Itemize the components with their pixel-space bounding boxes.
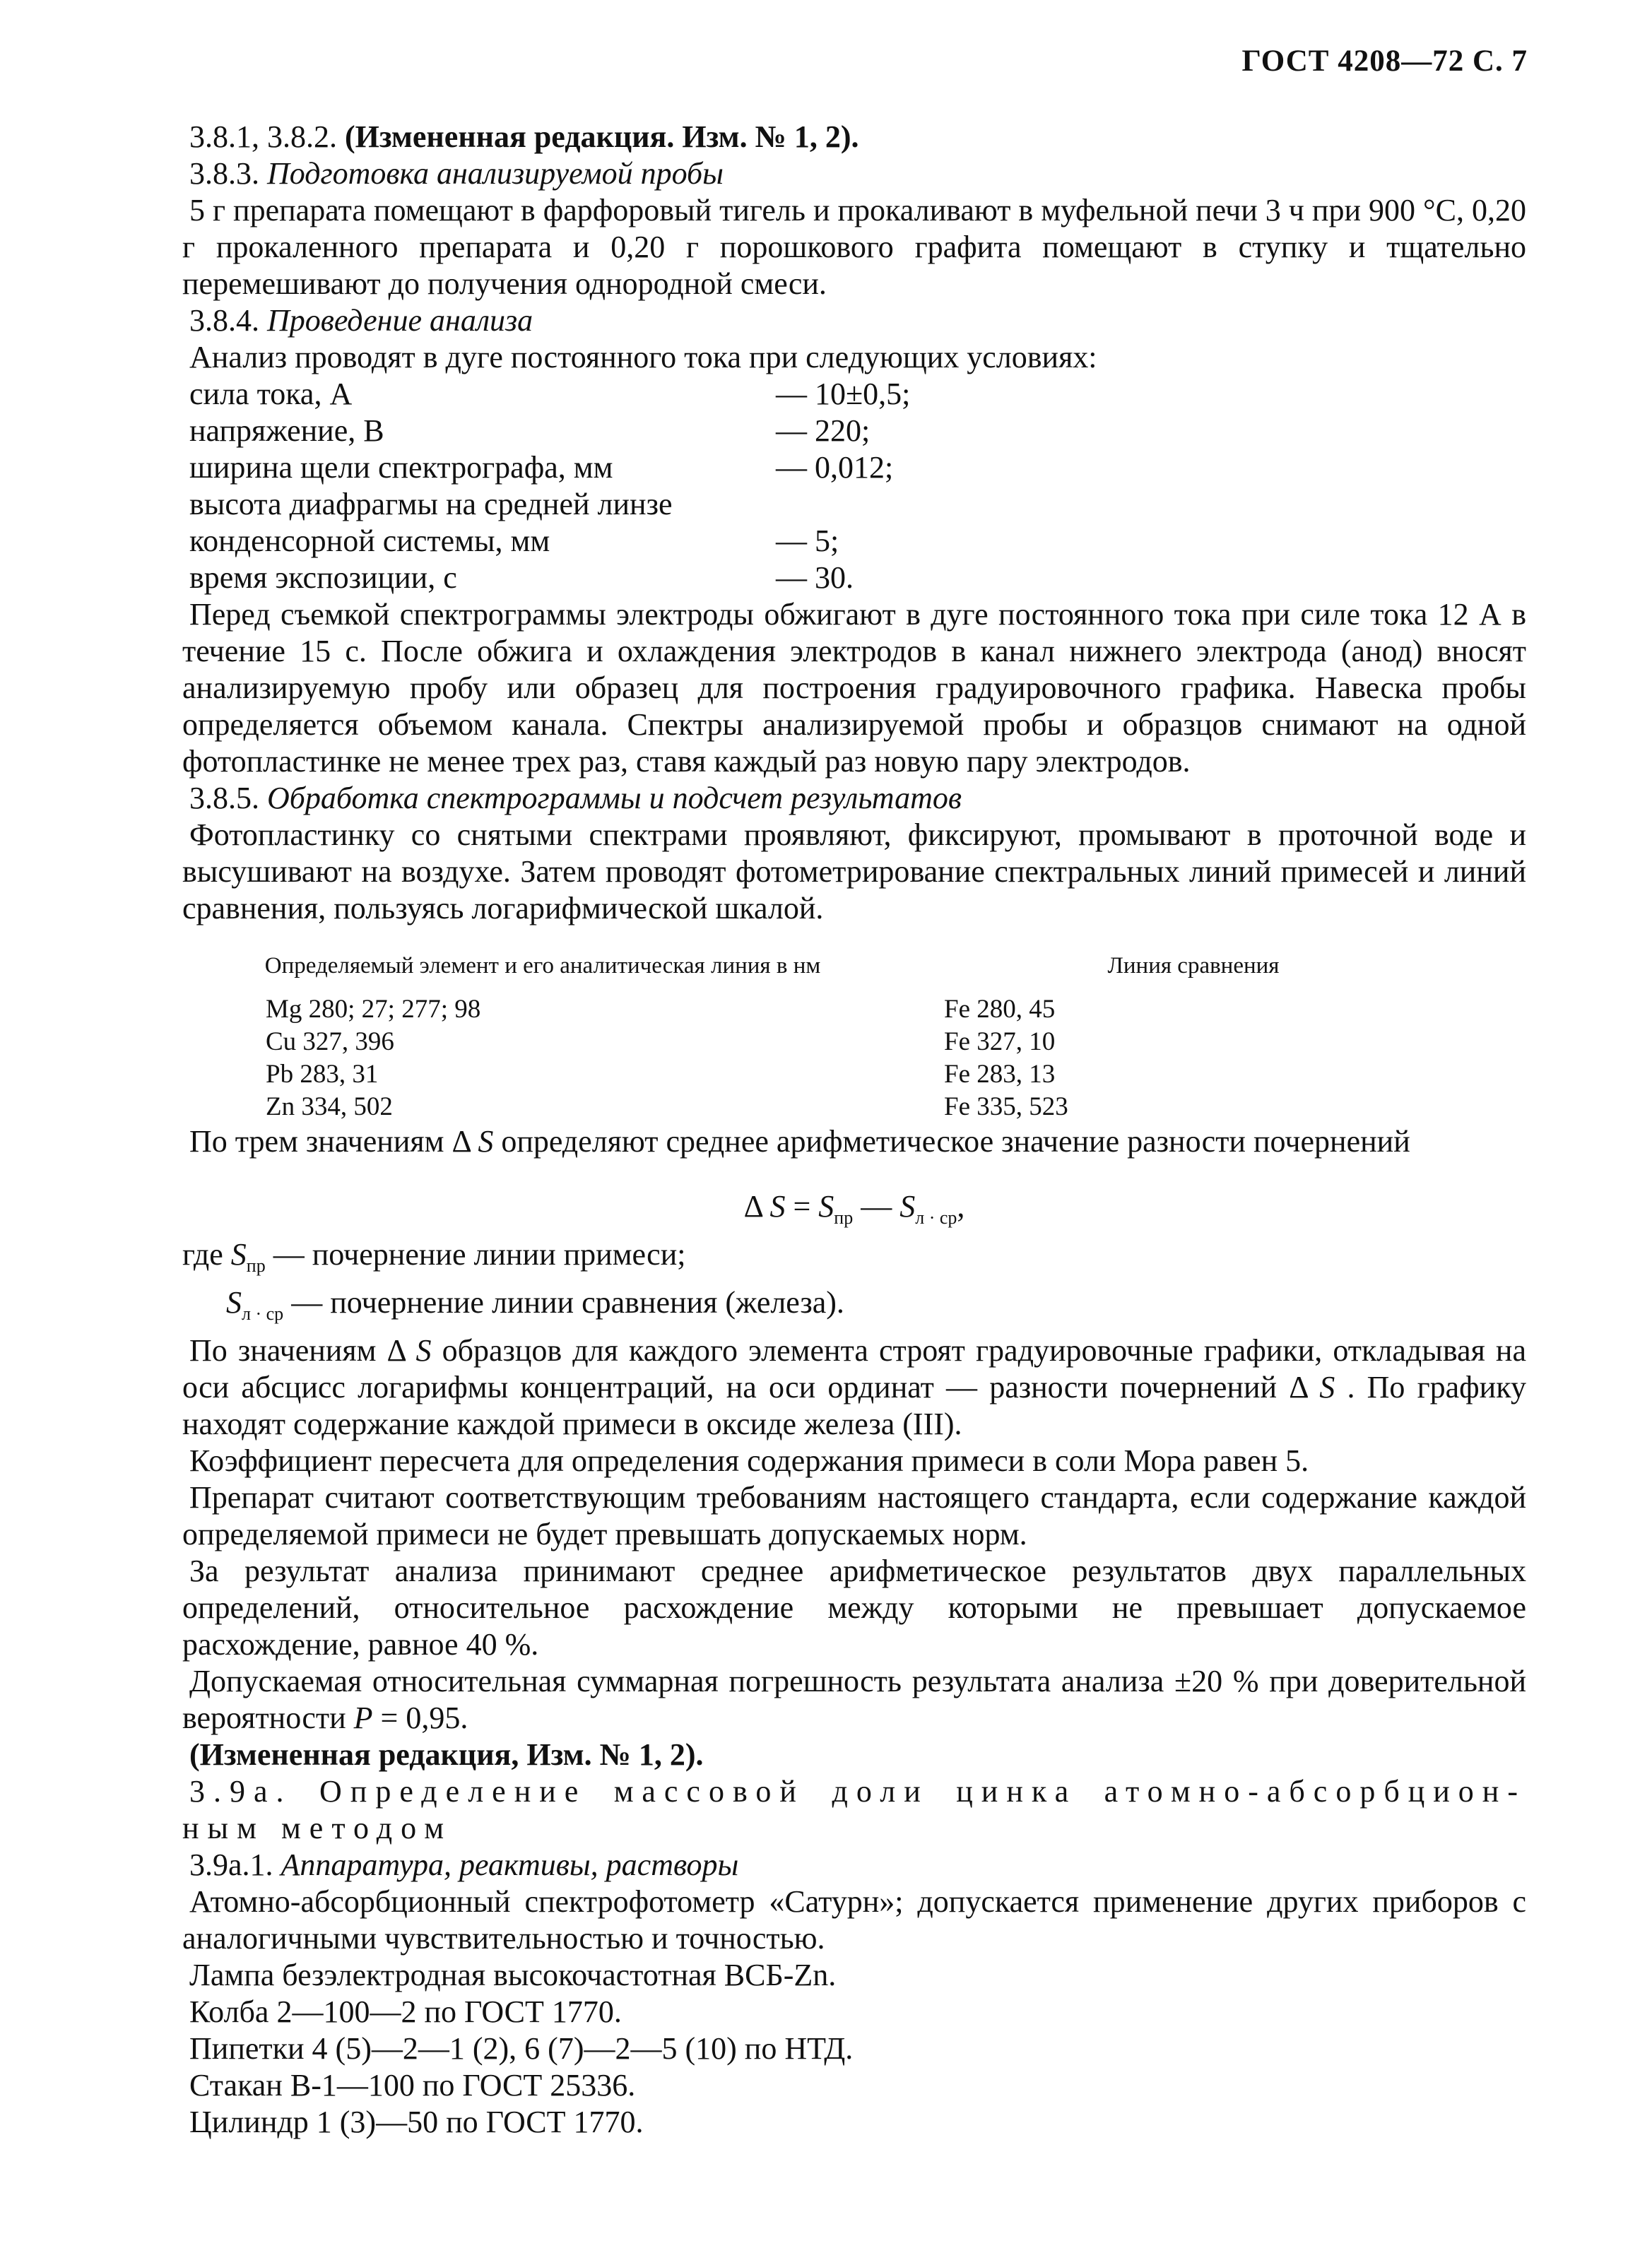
para-error: Допускаемая относительная суммарная погрешность результата анализа ±20 % при доверительной вероятности P = 0,95. — [182, 1664, 1526, 1735]
lines-table-header — [182, 952, 1526, 979]
section-3-8-3-heading: 3.8.3. Подготовка анализируемой пробы — [189, 156, 724, 191]
list-item: Стакан В-1—100 по ГОСТ 25336. — [189, 2068, 636, 2103]
para-analysis-conditions: Анализ проводят в дуге постоянного тока при следующих условиях: — [189, 340, 1097, 374]
section-3-9a-heading-line2: ным методом — [182, 1811, 453, 1845]
formula-where-1: где $S_{пр}$ — почернение линии примеси; — [182, 1237, 686, 1276]
para-electrodes: Перед съемкой спектрограммы электроды обжигают в дуге постоянного тока при силе тока 12 А в течение 15 с. После обжига и охлаждения электродов в канал нижнего электрода (анод) вносят анализируемую пробу или образец для построения градуировочного графика. Навеска пробы определяется объемом канала. Спектры анализируемой пробы и образцов снимают на одной фотопластинке не менее трех раз, ставя каждый раз новую пару электродов. — [182, 597, 1526, 779]
para-photometry: Фотопластинку со снятыми спектрами проявляют, фиксируют, промывают в проточной воде и высушивают на воздухе. Затем проводят фотометрирование спектральных линий примесей и линий сравнения, пользуясь логарифмической шкалой. — [182, 817, 1526, 926]
condition-row: сила тока, А — 10±0,5; — [189, 377, 911, 411]
table-col-element: Определяемый элемент и его аналитическая линия в нм — [264, 953, 821, 978]
list-item: Колба 2—100—2 по ГОСТ 1770. — [189, 1994, 622, 2029]
condition-row: высота диафрагмы на средней линзе — [189, 487, 673, 521]
para-revision-ref: 3.8.1, 3.8.2. (Измененная редакция. Изм. № 1, 2). — [189, 119, 859, 154]
formula-where-2: $S_{л \cdot ср}$ — почернение линии сравнения (железа). — [226, 1285, 844, 1324]
condition-row: ширина щели спектрографа, мм — 0,012; — [189, 450, 894, 485]
formula-delta-s: Δ $S = S_{пр}$ — $S_{л \cdot ср}$, — [743, 1189, 965, 1228]
table-row: Pb 283, 31 Fe 283, 13 — [266, 1060, 1056, 1089]
table-row: Cu 327, 396 Fe 327, 10 — [266, 1027, 1056, 1056]
table-col-reference: Линия сравнения — [1107, 953, 1280, 978]
lines-table — [182, 993, 1526, 1123]
section-3-8-4-heading: 3.8.4. Проведение анализа — [189, 303, 533, 338]
list-item: Пипетки 4 (5)—2—1 (2), 6 (7)—2—5 (10) по НТД. — [189, 2031, 854, 2066]
list-item: Лампа безэлектродная высокочастотная ВСБ-Zn. — [189, 1958, 837, 1992]
para-sample-prep: 5 г препарата помещают в фарфоровый тигель и прокаливают в муфельной печи 3 ч при 900 °С, 0,20 г прокаленного препарата и 0,20 г порошкового графита помещают в ступку и тщательно перемешивают до получения однородной смеси. — [182, 193, 1526, 301]
para-apparatus: Атомно-абсорбционный спектрофотометр «Сатурн»; допускается применение других приборов с аналогичными чувствительностью и точностью. — [182, 1884, 1526, 1956]
condition-row: напряжение, В — 220; — [189, 413, 871, 448]
para-average: По трем значениям Δ S определяют среднее арифметическое значение разности почернений — [189, 1124, 1410, 1159]
para-compliance: Препарат считают соответствующим требованиям настоящего стандарта, если содержание каждой определяемой примеси не будет превышать допускаемых норм. — [182, 1480, 1526, 1551]
condition-row: время экспозиции, с — 30. — [189, 560, 854, 595]
page-header: ГОСТ 4208—72 С. 7 — [1241, 45, 1528, 78]
section-3-8-5-heading: 3.8.5. Обработка спектрограммы и подсчет результатов — [189, 781, 962, 815]
section-3-9a-1-heading: 3.9а.1. Аппаратура, реактивы, растворы — [189, 1847, 739, 1882]
condition-row: конденсорной системы, мм — 5; — [189, 524, 839, 558]
para-revision: (Измененная редакция, Изм. № 1, 2). — [189, 1737, 704, 1772]
section-3-9a-heading-line1: 3.9а. Определение массовой доли цинка атомно-абсорбцион- — [189, 1774, 1526, 1809]
table-row: Zn 334, 502 Fe 335, 523 — [266, 1092, 1068, 1121]
table-row: Mg 280; 27; 277; 98 Fe 280, 45 — [266, 995, 1056, 1024]
conditions-list — [182, 376, 1526, 596]
list-item: Цилиндр 1 (3)—50 по ГОСТ 1770. — [189, 2105, 644, 2139]
para-result: За результат анализа принимают среднее арифметическое результатов двух параллельных определений, относительное расхождение между которыми не превышает допускаемое расхождение, равное 40 %. — [182, 1554, 1526, 1662]
para-graphs: По значениям Δ S образцов для каждого элемента строят градуировочные графики, откладывая на оси абсцисс логарифмы концентраций, на оси ординат — разности почернений Δ S . По графику находят содержание каждой примеси в оксиде железа (III). — [182, 1333, 1526, 1441]
document-body — [182, 119, 1526, 2141]
para-coefficient: Коэффициент пересчета для определения содержания примеси в соли Мора равен 5. — [189, 1443, 1309, 1478]
